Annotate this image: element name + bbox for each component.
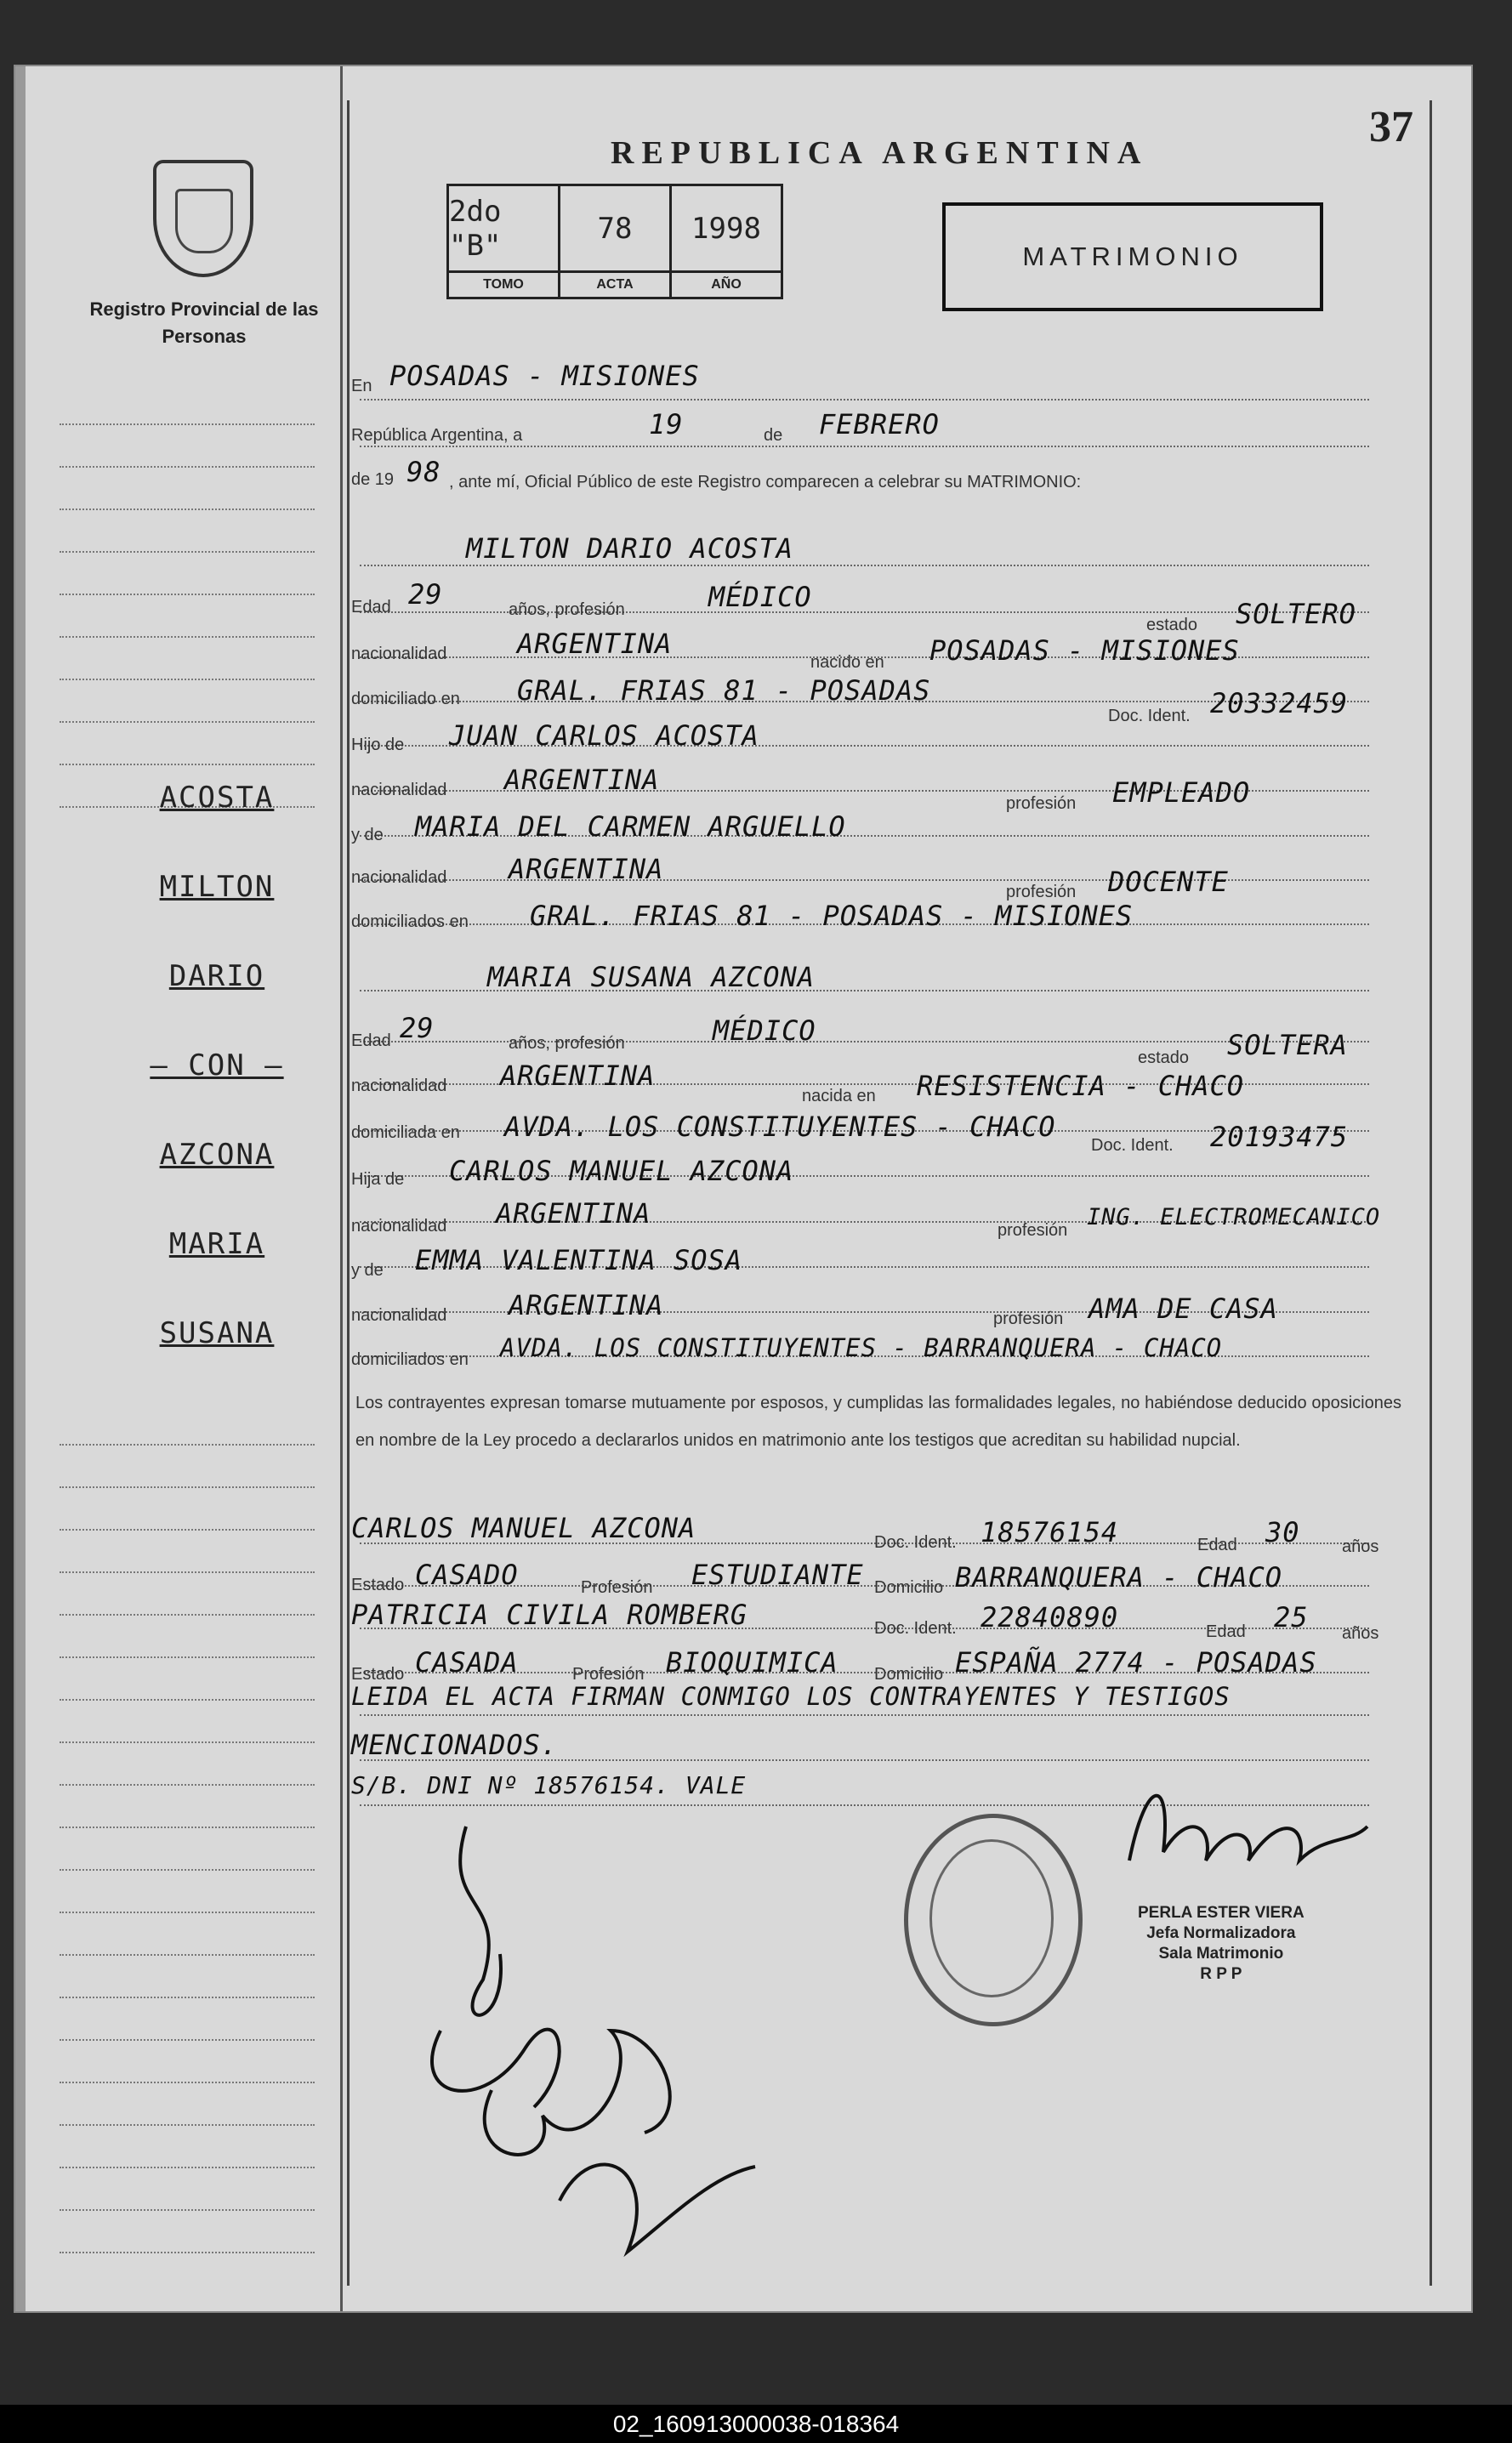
groom-profession: MÉDICO: [708, 581, 812, 613]
groom-nationality: ARGENTINA: [517, 628, 673, 660]
witness-2-age: 25: [1274, 1601, 1309, 1633]
closing-line-3: S/B. DNI Nº 18576154. VALE: [351, 1771, 747, 1799]
bride-address: AVDA. LOS CONSTITUYENTES - CHACO: [504, 1111, 1056, 1143]
groom-parents-address: GRAL. FRIAS 81 - POSADAS - MISIONES: [530, 900, 1134, 932]
officer-name: PERLA ESTER VIERA: [1138, 1904, 1305, 1922]
document-page: Registro Provincial de las Personas ACOSTA MILTON DARIO — CON — AZCONA MARIA SUSANA 37 REPUBLICA ARGENTINA 2do "B" TOMO 78 ACTA 1998 AÑO MATRIMONIO En POSADAS - MISIONES República Argentina, a 19 de FEBRERO de 19 98 , ante mí, Oficial Público de este Registro comparecen a celebrar su MATRIMONIO: MILTON DARIO ACOSTA Edad 29 años, profesión MÉDICO estado SOLTERO nacionalidad ARGENTINA nacido en POSADAS - MISIONES domiciliado en GRAL. FRIAS 81 - POSADAS Doc. Ident. 20332459 Hijo de JUAN CARLOS ACOSTA nacionalidad ARGENTINA profesión EMPLEADO y de MARIA DEL CARMEN ARGUELLO nacionalidad ARGENTINA profesión DOCENTE domiciliados en GRAL. FRIAS 81 - POSADAS - MISIONES MARIA SUSANA AZCONA Edad 29 años, profesión MÉDICO estado SOLTERA nacionalidad ARGENTINA nacida en RESISTENCIA - CHACO domiciliada en AVDA. LOS CONSTITUYENTES - CHACO Doc. Ident. 20193475 Hija de CARLOS MANUEL AZCONA nacionalidad ARGENTINA profesión ING. ELECTROMECANICO y de EMMA VALENTINA SOSA nacionalidad ARGENTINA profesión AMA DE CASA domiciliados en AVDA. LOS CONSTITUYENTES - BARRANQUERA - CHACO Los contrayentes expresan tomarse mutuamente por esposos, y cumplidas las formalidades legales, no habiéndose deducido oposiciones en nombre de la Ley procedo a declararlos unidos en matrimonio ante los testigos que acreditan su habilidad nupcial. CARLOS MANUEL AZCONA Doc. Ident. 18576154 Edad 30 años Estado CASADO Profesión ESTUDIANTE Domicilio BARRANQUERA - CHACO PATRICIA CIVILA ROMBERG Doc. Ident. 22840890 Edad 25 años Estado CASADA Profesión BIOQUIMICA Domicilio ESPAÑA 2774 - POSADAS LEIDA EL ACTA FIRMAN CONMIGO LOS CONTRAYENTES Y TESTIGOS MENCIONADOS. S/B. DNI Nº 18576154. VALE PERLA ESTER VIERA Jefa Normalizadora Sala Matrimonio R P P: [15, 66, 1471, 2311]
ano-label: AÑO: [672, 270, 781, 297]
republic-label: República Argentina, a: [351, 426, 523, 445]
acta-value: 78: [597, 211, 633, 246]
day-value: 19: [649, 408, 684, 440]
witness-2-address: ESPAÑA 2774 - POSADAS: [955, 1646, 1317, 1679]
statement-text: , ante mí, Oficial Público de este Registro comparecen a celebrar su MATRIMONIO:: [449, 473, 1082, 491]
witness-1-status: CASADO: [415, 1559, 519, 1591]
registration-table: [446, 184, 783, 299]
witness-2-name: PATRICIA CIVILA ROMBERG: [351, 1599, 748, 1631]
groom-name: MILTON DARIO ACOSTA: [466, 532, 794, 565]
groom-status: SOLTERO: [1236, 598, 1356, 630]
officer-dept: Sala Matrimonio: [1158, 1945, 1284, 1963]
closing-line-1: LEIDA EL ACTA FIRMAN CONMIGO LOS CONTRAYENTES Y TESTIGOS: [351, 1682, 1231, 1711]
year-value: 98: [406, 456, 441, 488]
tomo-label: TOMO: [449, 270, 558, 297]
bride-age: 29: [400, 1012, 435, 1044]
bride-birthplace: RESISTENCIA - CHACO: [917, 1070, 1245, 1102]
groom-age: 29: [408, 578, 443, 611]
margin-name: MARIA: [168, 1227, 265, 1261]
bride-profession: MÉDICO: [713, 1014, 816, 1047]
margin-name: SUSANA: [159, 1316, 275, 1350]
witness-2-doc: 22840890: [981, 1601, 1119, 1633]
bride-father: CARLOS MANUEL AZCONA: [449, 1155, 794, 1187]
bride-status: SOLTERA: [1227, 1029, 1348, 1061]
officer-signature-icon: [1112, 1758, 1393, 1920]
registry-seal-icon: [153, 160, 253, 277]
binding-edge: [15, 66, 26, 2311]
month-label: de: [764, 426, 783, 445]
bride-nationality: ARGENTINA: [500, 1060, 656, 1092]
official-stamp-icon: [904, 1814, 1083, 2026]
month-value: FEBRERO: [819, 408, 940, 440]
acta-label: ACTA: [560, 270, 669, 297]
groom-father-profession: EMPLEADO: [1112, 776, 1251, 809]
bride-doc: 20193475: [1210, 1121, 1349, 1153]
tomo-value: 2do "B": [449, 194, 502, 263]
groom-father: JUAN CARLOS ACOSTA: [449, 719, 759, 752]
margin-name: MILTON: [159, 870, 275, 904]
registry-name: Registro Provincial de las Personas: [89, 298, 319, 347]
footer-code: 02_160913000038-018364: [0, 2405, 1512, 2443]
groom-doc: 20332459: [1210, 687, 1349, 719]
document-type-box: MATRIMONIO: [942, 202, 1323, 311]
witness-1-age: 30: [1265, 1516, 1300, 1548]
witness-1-address: BARRANQUERA - CHACO: [955, 1561, 1283, 1594]
ano-value: 1998: [691, 211, 761, 246]
bride-mother-nationality: ARGENTINA: [509, 1289, 664, 1321]
page-title: REPUBLICA ARGENTINA: [611, 135, 1149, 171]
groom-mother: MARIA DEL CARMEN ARGUELLO: [415, 810, 846, 843]
bride-mother: EMMA VALENTINA SOSA: [415, 1244, 743, 1276]
witness-1-profession: ESTUDIANTE: [691, 1559, 864, 1591]
bride-parents-address: AVDA. LOS CONSTITUYENTES - BARRANQUERA - CHACO: [500, 1333, 1223, 1362]
groom-birthplace: POSADAS - MISIONES: [929, 634, 1240, 667]
place-value: POSADAS - MISIONES: [389, 360, 700, 392]
bride-mother-profession: AMA DE CASA: [1089, 1293, 1278, 1325]
groom-mother-profession: DOCENTE: [1108, 866, 1229, 898]
margin-name: DARIO: [168, 959, 265, 993]
witness-1-doc: 18576154: [981, 1516, 1119, 1548]
margin-column: [26, 66, 343, 2311]
witness-2-status: CASADA: [415, 1646, 519, 1679]
page-number: 37: [1369, 103, 1413, 151]
declaration-text: Los contrayentes expresan tomarse mutuamente por esposos, y cumplidas las formalidades legales, no habiéndose deducido oposiciones en nombre de la Ley procedo a declararlos unidos en matrimonio ante los testigos que acreditan su habilidad nupcial.: [355, 1394, 1401, 1450]
bride-name: MARIA SUSANA AZCONA: [487, 961, 816, 993]
margin-name: AZCONA: [159, 1138, 275, 1172]
place-label: En: [351, 377, 372, 395]
officer-title: Jefa Normalizadora: [1146, 1924, 1296, 1942]
groom-mother-nationality: ARGENTINA: [509, 853, 664, 885]
margin-name: ACOSTA: [159, 781, 275, 815]
witness-2-profession: BIOQUIMICA: [666, 1646, 838, 1679]
bride-father-nationality: ARGENTINA: [496, 1197, 651, 1230]
groom-father-nationality: ARGENTINA: [504, 764, 660, 796]
year-prefix: de 19: [351, 470, 395, 489]
witness-1-name: CARLOS MANUEL AZCONA: [351, 1512, 696, 1544]
groom-address: GRAL. FRIAS 81 - POSADAS: [517, 674, 931, 707]
signatures-icon: [389, 1810, 781, 2286]
officer-code: R P P: [1200, 1965, 1242, 1983]
closing-line-2: MENCIONADOS.: [351, 1729, 559, 1761]
bride-father-profession: ING. ELECTROMECANICO: [1087, 1204, 1381, 1230]
margin-name: — CON —: [150, 1048, 284, 1082]
